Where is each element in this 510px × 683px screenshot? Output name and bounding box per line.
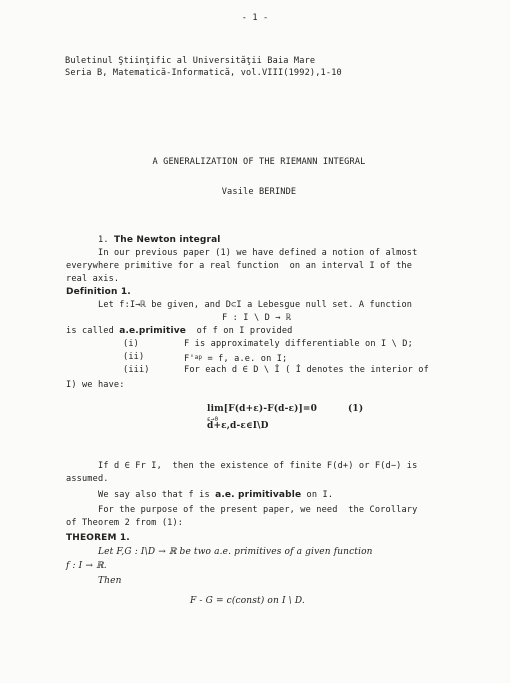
paragraph-text: We say also that f is — [98, 490, 216, 500]
derivative-symbol: F' — [184, 354, 195, 364]
paper-author: Vasile BERINDE — [221, 187, 297, 197]
list-item-text — [184, 352, 287, 365]
paragraph-line: everywhere primitive for a real function on an interval I of the — [66, 261, 413, 271]
paragraph-line: For the purpose of the present paper, we need the Corollary — [98, 505, 418, 515]
theorem-line: f : I → ℝ. — [66, 561, 107, 571]
theorem-line: Then — [98, 576, 122, 586]
limit-condition: d+ε,d-ε∈I\D — [207, 421, 269, 431]
equation-tag: (1) — [348, 404, 364, 414]
derivative-subscript: ap — [194, 354, 203, 361]
section-heading — [98, 235, 221, 246]
theorem-formula: F - G = c(const) on I \ D. — [190, 596, 305, 606]
list-item-text: F is approximately differentiable on I \ D; — [184, 339, 413, 349]
section-title: The Newton integral — [113, 235, 221, 245]
theorem-heading: THEOREM 1. — [66, 533, 130, 543]
list-item-rest: = f, a.e. on I; — [202, 354, 288, 364]
theorem-line: Let F,G : I\D → ℝ be two a.e. primitives of a given function — [98, 547, 373, 557]
paragraph-line: of Theorem 2 from (1): — [66, 518, 184, 528]
paragraph-line: I) we have: — [66, 380, 125, 390]
defined-term: a.e.primitive — [119, 326, 187, 336]
paragraph-line: assumed. — [66, 474, 109, 484]
paragraph-line: If d ∈ Fr I, then the existence of finite F(d+) or F(d−) is — [98, 461, 418, 471]
definition-heading: Definition 1. — [66, 287, 131, 297]
definition-line — [66, 326, 293, 337]
paragraph-line: In our previous paper (1) we have defined a notion of almost — [98, 248, 418, 258]
list-item-text: For each d ∈ D \ İ ( İ denotes the interior of — [184, 365, 429, 375]
paragraph-line: real axis. — [66, 274, 120, 284]
limit-formula: lim[F(d+ε)-F(d-ε)]=0 — [207, 404, 318, 414]
definition-text: is called — [66, 326, 120, 336]
definition-line: Let f:I→ℝ be given, and D⊂I a Lebesgue null set. A function — [98, 300, 413, 310]
page-number: - 1 - — [241, 13, 269, 23]
definition-text: of f on I provided — [186, 326, 293, 336]
section-number: 1. — [98, 235, 109, 245]
paragraph-text: on I. — [301, 490, 334, 500]
paper-title: A GENERALIZATION OF THE RIEMANN INTEGRAL — [152, 157, 366, 167]
list-item-label: (i) — [123, 339, 139, 349]
definition-formula: F : I \ D → ℝ — [222, 313, 292, 323]
paragraph-line — [98, 490, 333, 501]
defined-term: a.e. primitivable — [215, 490, 302, 500]
list-item-label: (ii) — [123, 352, 145, 362]
journal-line-2: Seria B, Matematică-Informatică, vol.VIII(1992),1-10 — [65, 68, 342, 78]
journal-line-1: Buletinul Ştiinţific al Universităţii Baia Mare — [65, 56, 316, 66]
limit-subscript: ε→0 — [207, 416, 219, 423]
list-item-label: (iii) — [123, 365, 150, 375]
